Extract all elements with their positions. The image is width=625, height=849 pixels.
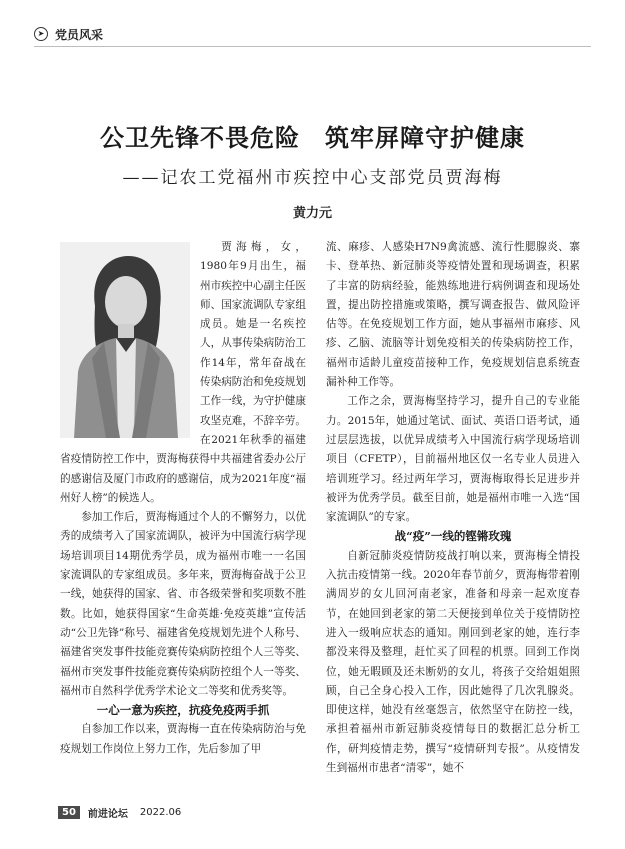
article-title: 公卫先锋不畏危险 筑牢屏障守护健康 xyxy=(100,124,525,152)
section-label: 党员风采 xyxy=(55,27,104,42)
left-column xyxy=(60,238,306,759)
paragraph: 贾海梅，女，1980年9月出生，福州市疾控中心副主任医师、国家流调队专家组成员。她是一名疾控人，从事传染病防治工作14年，常年奋战在传染病防治和免疫规划工作一线，为守护健康攻坚克难，不辞辛劳。在2021年秋季的福建省疫情防控工作中，贾海梅获得中共福建省委办公厅的感谢信及厦门市政府的感谢信，成为2021年度“福州好人榜”的候选人。 xyxy=(60,241,306,504)
section-header xyxy=(34,26,103,42)
article-author: 黄力元 xyxy=(292,206,332,221)
page-footer xyxy=(58,805,181,820)
portrait-illustration xyxy=(60,242,190,438)
circle-arrow-icon: ➤ xyxy=(34,27,48,41)
header-divider xyxy=(34,46,591,47)
paragraph: 参加工作后，贾海梅通过个人的不懈努力，以优秀的成绩考入了国家流调队，被评为中国流行病学现场培训项目14期优秀学员，成为福州市唯一一名国家流调队的专家组成员。多年来，贾海梅奋战于公卫一线，她获得的国家、省、市各级荣誉和奖项数不胜数。比如，她获得国家“生命英雄·免疫英雄”宣传活动“公卫先锋”称号、福建省免疫规划先进个人称号、福建省突发事件技能竞赛传染病防控组个人三等奖、福州市突发事件技能竞赛传染病防控组个人一等奖、福州市自然科学优秀学术论文二等奖和优秀奖等。 xyxy=(60,511,306,697)
section-heading: 战“疫”一线的铿锵玫瑰 xyxy=(394,529,512,544)
article-subtitle: ——记农工党福州市疾控中心支部党员贾海梅 xyxy=(122,168,503,188)
journal-name: 前进论坛 xyxy=(87,809,128,820)
issue-number: 2022.06 xyxy=(139,807,182,818)
page-number: 50 xyxy=(58,806,80,819)
paragraph: 流、麻疹、人感染H7N9禽流感、流行性腮腺炎、寨卡、登革热、新冠肺炎等疫情处置和现场调查，积累了丰富的防病经验，能熟练地进行病例调查和现场处置，提出防控措施或策略，撰写调查报告、做风险评估等。在免疫规划工作方面，她从事福州市麻疹、风疹、乙脑、流脑等计划免疫相关的传染病防控工作，福州市适龄儿童疫苗接种工作，免疫规划信息系统查漏补种工作等。 xyxy=(326,241,580,389)
paragraph: 自新冠肺炎疫情防疫战打响以来，贾海梅全情投入抗击疫情第一线。2020年春节前夕，贾海梅带着刚满周岁的女儿回河南老家，准备和母亲一起欢度春节，在她回到老家的第二天便接到单位关于疫情防控进入一级响应状态的通知。刚回到老家的她，连行李都没来得及整理，赶忙买了回程的机票。回到工作岗位，她无暇顾及还未断奶的女儿，将孩子交给姐姐照顾，自己全身心投入工作，因此她得了几次乳腺炎。即使这样，她没有丝毫怨言，依然坚守在防控一线，承担着福州市新冠肺炎疫情每日的数据汇总分析工作，研判疫情走势，撰写“疫情研判专报”。从疫情发生到福州市患者“清零”，她不 xyxy=(326,549,580,775)
section-heading: 一心一意为疾控，抗疫免疫两手抓 xyxy=(96,703,270,718)
portrait-photo xyxy=(60,242,190,438)
paragraph: 工作之余，贾海梅坚持学习，提升自己的专业能力。2015年，她通过笔试、面试、英语口语考试，通过层层选拔，以优异成绩考入中国流行病学现场培训项目（CFETP），目前福州地区仅一名专业人员进入培训班学习。经过两年学习，贾海梅取得长足进步并被评为优秀学员。截至目前，她是福州市唯一入选“国家流调队”的专家。 xyxy=(326,395,580,524)
paragraph: 自参加工作以来，贾海梅一直在传染病防治与免疫规划工作岗位上努力工作，先后参加了甲 xyxy=(60,723,306,755)
right-column xyxy=(326,238,580,778)
